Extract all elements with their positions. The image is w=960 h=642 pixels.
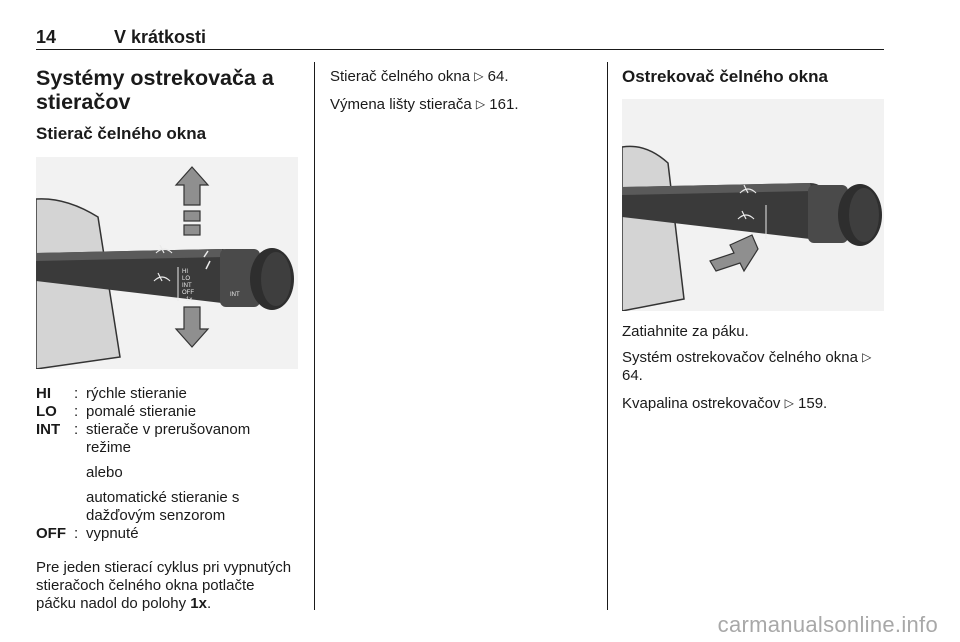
column-divider-2	[607, 62, 608, 610]
label-lo: LO	[182, 276, 191, 282]
arrow-down-icon	[176, 307, 208, 347]
windshield-wiper-heading: Stierač čelného okna	[36, 124, 207, 143]
wiper-lever-illustration	[36, 157, 298, 369]
definition-desc: stierače v prerušovanom režime	[86, 421, 251, 456]
single-wipe-position: 1x	[190, 595, 207, 612]
reference-triangle-icon: ▷	[474, 69, 484, 83]
definition-term: LO	[36, 403, 57, 420]
label-off: OFF	[182, 290, 194, 296]
chapter-heading: Systémy ostrekovača a stieračov	[36, 66, 274, 114]
single-wipe-paragraph: Pre jeden stierací cyklus pri vypnutých stieračoch čelného okna potlačte páčku nadol do polohy 1x.	[36, 559, 292, 612]
definition-row: LO : pomalé stieranie	[36, 403, 298, 421]
windshield-washer-heading: Ostrekovač čelného okna	[622, 67, 828, 86]
definition-term: INT	[36, 421, 61, 438]
reference-triangle-icon: ▷	[862, 350, 872, 364]
arrow-pull-icon	[710, 235, 758, 271]
definition-term: HI	[36, 385, 51, 402]
watermark: carmanualsonline.info	[717, 612, 938, 637]
label-hi: HI	[182, 269, 188, 275]
cross-reference[interactable]: Kvapalina ostrekovačov ▷ 159.	[622, 395, 828, 412]
reference-triangle-icon: ▷	[784, 396, 794, 410]
cross-reference[interactable]: Výmena lišty stierača ▷ 161.	[330, 96, 519, 113]
column-divider-1	[314, 62, 315, 610]
section-title: V krátkosti	[114, 27, 207, 47]
label-1x: 1x	[186, 297, 193, 303]
definition-desc: vypnuté	[86, 525, 139, 542]
washer-instruction: Zatiahnite za páku.	[622, 323, 749, 340]
column-3	[622, 62, 884, 413]
definition-desc-2: automatické stieranie s dažďovým senzorom	[86, 489, 240, 524]
page-header	[36, 26, 884, 50]
definition-alternative: alebo	[86, 464, 123, 481]
arrow-up-icon	[176, 167, 208, 235]
cross-reference[interactable]: Systém ostrekovačov čelného okna ▷ 64.	[622, 349, 872, 384]
label-auto-int: INT	[230, 292, 240, 298]
reference-triangle-icon: ▷	[475, 97, 486, 111]
position-definitions	[36, 385, 298, 543]
definition-term: OFF	[36, 525, 66, 542]
definition-row: INT : stierače v prerušovanom režime alebo automatické stieranie s dažďovým senzorom	[36, 421, 298, 525]
definition-row: HI : rýchle stieranie	[36, 385, 298, 403]
column-2	[330, 62, 592, 114]
definition-desc: pomalé stieranie	[86, 403, 197, 420]
label-int: INT	[182, 283, 192, 289]
column-1	[36, 62, 298, 613]
cross-reference[interactable]: Stierač čelného okna ▷ 64.	[330, 68, 509, 85]
page-number: 14	[36, 27, 57, 47]
definition-desc: rýchle stieranie	[86, 385, 187, 402]
washer-lever-illustration	[622, 99, 884, 311]
definition-row: OFF : vypnuté	[36, 525, 298, 543]
